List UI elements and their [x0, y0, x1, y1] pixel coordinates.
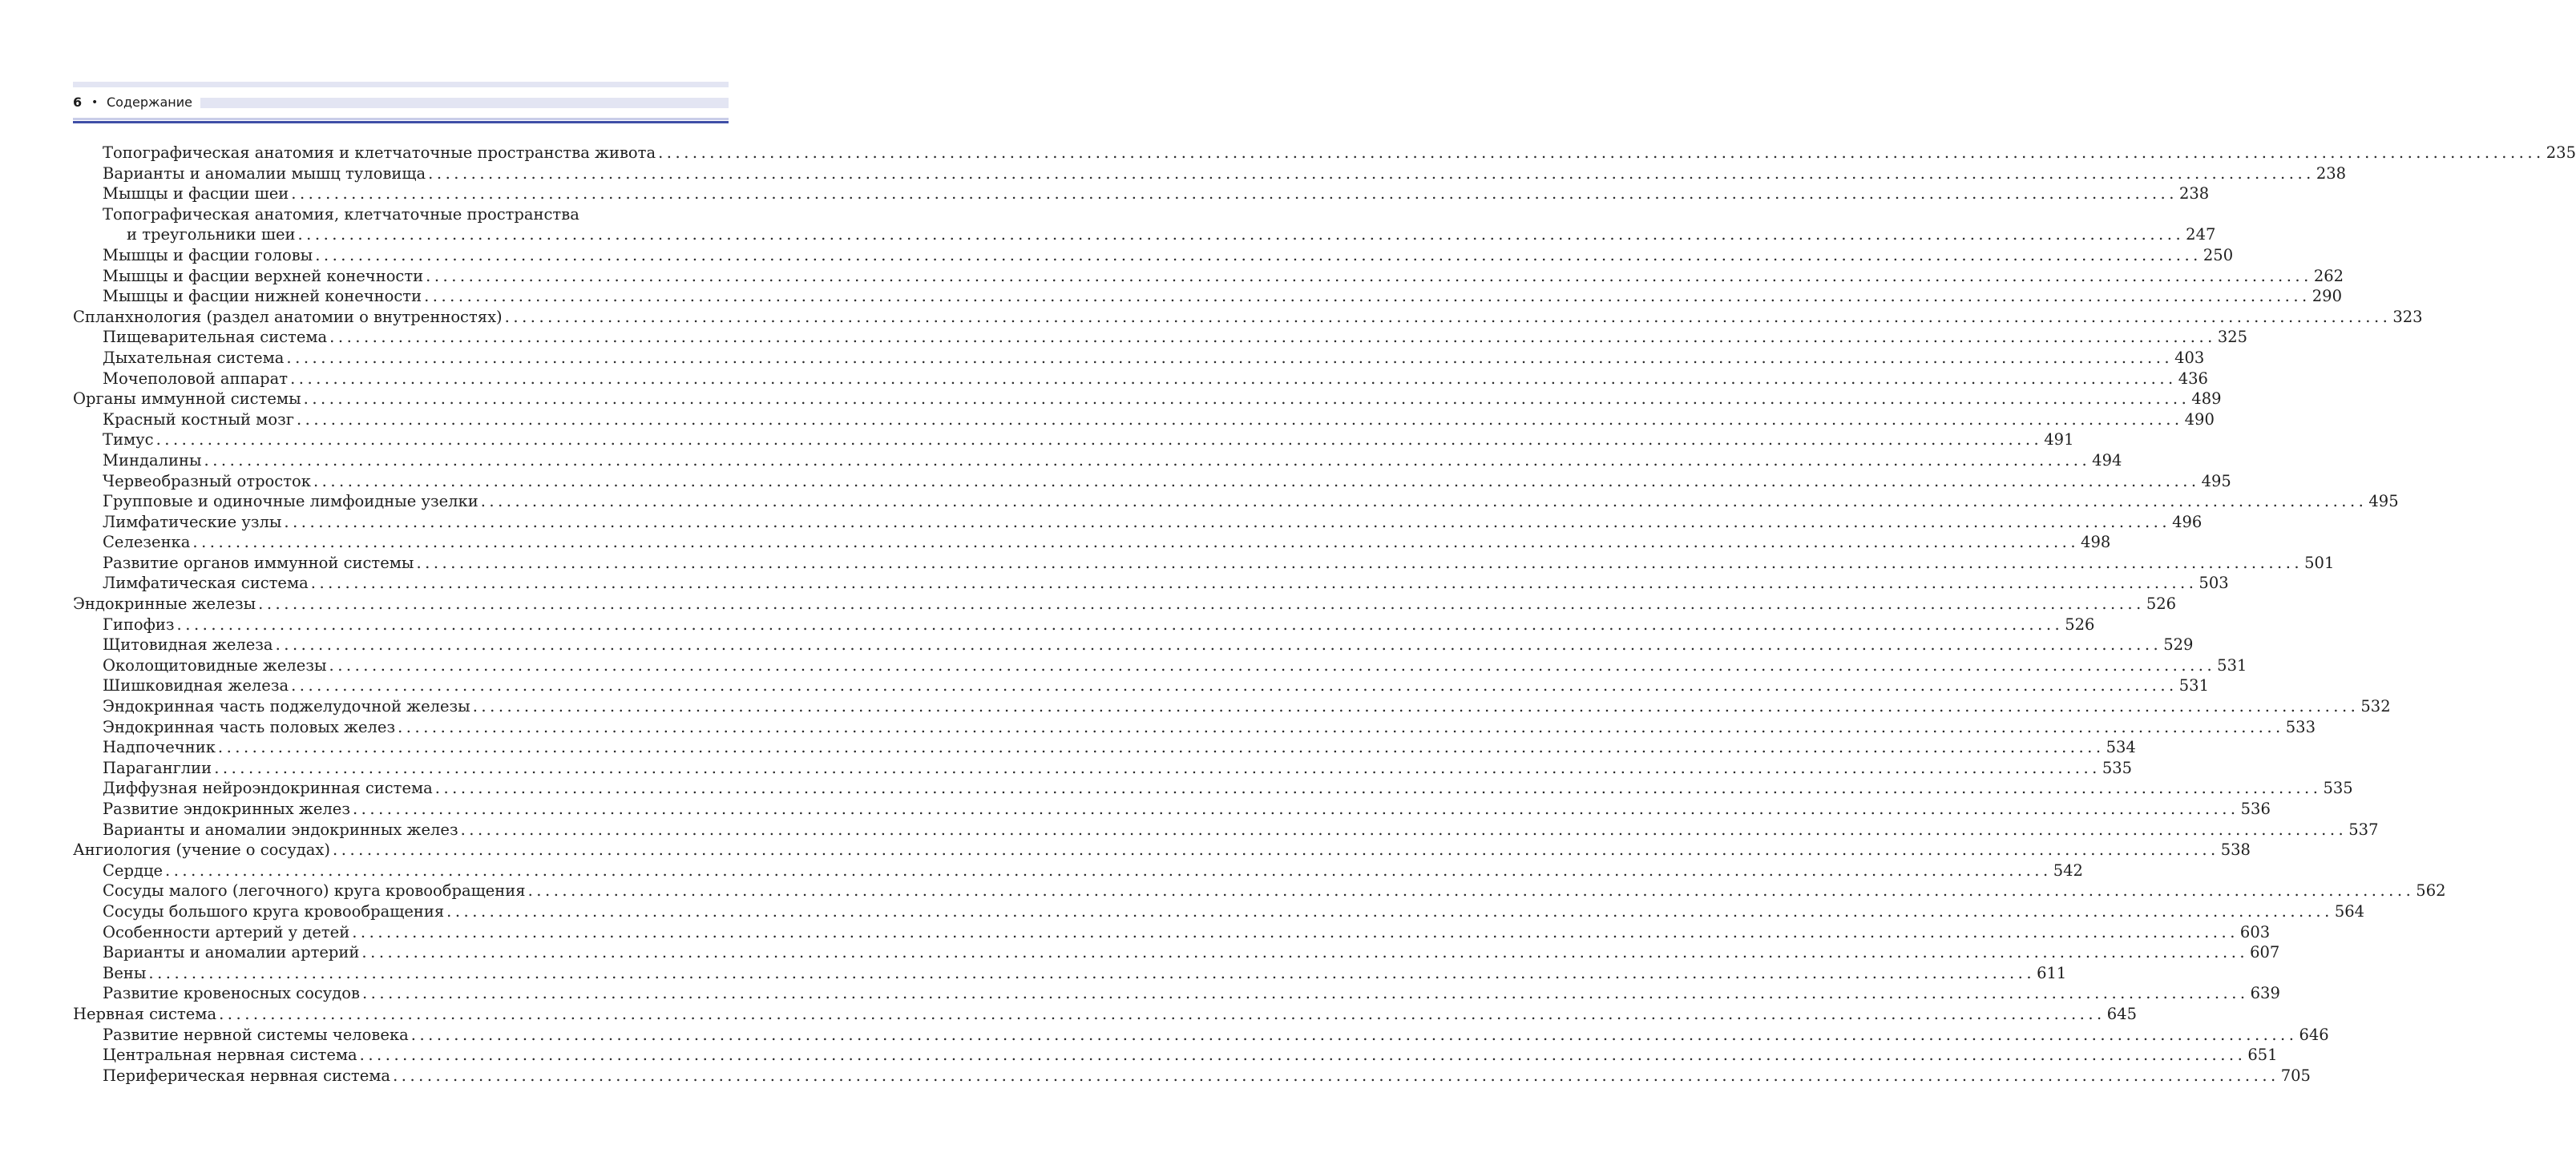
- toc-entry: [103, 861, 2083, 881]
- page-number: 6: [73, 95, 83, 110]
- toc-entry-page: 538: [2220, 840, 2251, 860]
- table-of-contents: [73, 143, 2576, 1086]
- dot-leader: ............................................................................................................................................................................................................................: [291, 676, 2178, 695]
- toc-entry: [103, 758, 2133, 779]
- toc-entry-title: Развитие нервной системы человека: [103, 1025, 409, 1044]
- dot-leader: ............................................................................................................................................................................................................................: [428, 163, 2315, 183]
- toc-entry: [103, 183, 2210, 204]
- toc-entry-page: 607: [2250, 943, 2280, 962]
- toc-entry-title: Пищеварительная система: [103, 328, 328, 347]
- toc-entry-page: 496: [2172, 512, 2203, 531]
- toc-entry: [103, 245, 2234, 266]
- toc-entry: [103, 983, 2280, 1004]
- toc-entry-title: Мышцы и фасции шеи: [103, 184, 289, 204]
- toc-entry-page: 325: [2217, 328, 2248, 347]
- toc-entry: [103, 1045, 2278, 1066]
- dot-leader: ............................................................................................................................................................................................................................: [217, 738, 2105, 757]
- toc-entry: [103, 491, 2399, 512]
- toc-entry-page: 262: [2313, 266, 2344, 285]
- dot-leader: ............................................................................................................................................................................................................................: [204, 450, 2091, 470]
- dot-leader: ............................................................................................................................................................................................................................: [460, 820, 2348, 839]
- toc-entry: [103, 573, 2229, 594]
- dot-leader: ............................................................................................................................................................................................................................: [258, 595, 2145, 614]
- toc-entry-page: 535: [2323, 779, 2353, 798]
- toc-entry: [103, 163, 2347, 184]
- dot-leader: ............................................................................................................................................................................................................................: [410, 1025, 2298, 1044]
- toc-entry-title: Периферическая нервная система: [103, 1066, 391, 1085]
- dot-leader: ............................................................................................................................................................................................................................: [291, 184, 2178, 204]
- section-title: Содержание: [107, 95, 192, 110]
- toc-entry-page: 535: [2102, 758, 2133, 777]
- toc-entry-title: Эндокринная часть половых желез: [103, 717, 396, 736]
- toc-entry-title: Развитие кровеносных сосудов: [103, 984, 360, 1003]
- toc-entry: [103, 553, 2335, 574]
- dot-leader: ............................................................................................................................................................................................................................: [148, 963, 2036, 982]
- dot-leader: ............................................................................................................................................................................................................................: [275, 635, 2162, 655]
- dot-leader: ............................................................................................................................................................................................................................: [219, 1004, 2106, 1023]
- toc-entry-page: 247: [2186, 225, 2216, 244]
- toc-entry: [127, 224, 2216, 245]
- toc-entry: [103, 450, 2122, 471]
- toc-entry-title: Центральная нервная система: [103, 1046, 357, 1065]
- toc-entry-title: Лимфатическая система: [103, 574, 309, 593]
- toc-entry: [103, 532, 2111, 553]
- dot-leader: ............................................................................................................................................................................................................................: [527, 881, 2415, 901]
- toc-entry: [103, 286, 2342, 307]
- toc-entry-page: 490: [2184, 409, 2215, 429]
- dot-leader: ............................................................................................................................................................................................................................: [192, 533, 2080, 552]
- dot-leader: ............................................................................................................................................................................................................................: [426, 266, 2312, 285]
- toc-entry-page: 531: [2178, 676, 2209, 695]
- toc-entry-title: Мышцы и фасции верхней конечности: [103, 266, 424, 285]
- toc-entry-page: 250: [2203, 245, 2234, 264]
- dot-leader: ............................................................................................................................................................................................................................: [214, 758, 2101, 777]
- toc-entry-page: 526: [2146, 595, 2177, 614]
- toc-entry-page: 526: [2065, 615, 2095, 634]
- toc-entry: [103, 655, 2247, 676]
- toc-entry-title: Мышцы и фасции нижней конечности: [103, 287, 422, 306]
- toc-entry-title: Гипофиз: [103, 615, 175, 634]
- dot-leader: ............................................................................................................................................................................................................................: [303, 389, 2190, 409]
- toc-entry: [103, 429, 2074, 450]
- toc-entry-page: 531: [2217, 655, 2247, 675]
- dot-leader: ............................................................................................................................................................................................................................: [310, 574, 2198, 593]
- toc-entry-page: 503: [2198, 574, 2229, 593]
- toc-entry-title: Мышцы и фасции головы: [103, 245, 313, 264]
- toc-entry: [103, 696, 2391, 717]
- toc-entry-title: Сосуды большого круга кровообращения: [103, 901, 445, 921]
- toc-entry-page: 491: [2044, 430, 2074, 449]
- dot-leader: ............................................................................................................................................................................................................................: [361, 984, 2249, 1003]
- dot-leader: ............................................................................................................................................................................................................................: [165, 861, 2052, 880]
- toc-entry-page: 436: [2178, 369, 2208, 388]
- dot-leader: ............................................................................................................................................................................................................................: [434, 779, 2322, 798]
- dot-leader: ............................................................................................................................................................................................................................: [480, 492, 2368, 511]
- toc-entry-page: 645: [2106, 1004, 2137, 1023]
- toc-entry-title: Миндалины: [103, 450, 202, 470]
- toc-entry-page: 495: [2368, 492, 2399, 511]
- toc-entry: [73, 1004, 2137, 1025]
- dot-leader: ............................................................................................................................................................................................................................: [446, 901, 2333, 921]
- toc-entry-page: 238: [2316, 163, 2347, 183]
- toc-entry-title: Развитие эндокринных желез: [103, 800, 350, 818]
- toc-entry-title: Развитие органов иммунной системы: [103, 553, 414, 572]
- toc-entry-title: Особенности артерий у детей: [103, 922, 350, 941]
- toc-entry-page: 651: [2247, 1046, 2278, 1065]
- toc-entry-page: 646: [2299, 1025, 2329, 1044]
- toc-entry-page: 532: [2360, 697, 2391, 716]
- toc-entry: [103, 369, 2208, 389]
- toc-entry: [73, 389, 2222, 409]
- toc-entry-page: 529: [2163, 635, 2194, 655]
- dot-leader: ............................................................................................................................................................................................................................: [296, 409, 2183, 429]
- toc-entry: [103, 901, 2365, 922]
- toc-entry: [103, 881, 2446, 901]
- header-bullet: •: [91, 96, 99, 109]
- toc-entry-page: 562: [2416, 881, 2446, 901]
- dot-leader: ............................................................................................................................................................................................................................: [361, 943, 2249, 962]
- toc-entry: [103, 717, 2316, 738]
- toc-entry-page: 238: [2178, 184, 2210, 204]
- toc-entry-title: Селезенка: [103, 533, 191, 552]
- toc-entry: [73, 840, 2251, 861]
- toc-entry-page: 639: [2250, 984, 2280, 1003]
- toc-entry: [103, 820, 2379, 840]
- toc-entry: [103, 266, 2344, 287]
- toc-entry-title: Топографическая анатомия и клетчаточные пространства живота: [103, 143, 656, 162]
- toc-entry: [103, 922, 2271, 943]
- dot-leader: ............................................................................................................................................................................................................................: [393, 1066, 2279, 1085]
- toc-entry: [103, 512, 2203, 533]
- dot-leader: ............................................................................................................................................................................................................................: [155, 430, 2043, 449]
- toc-entry-title: Спланхнология (раздел анатомии о внутренностях): [73, 307, 503, 326]
- toc-entry: [103, 471, 2231, 492]
- dot-leader: ............................................................................................................................................................................................................................: [333, 840, 2219, 860]
- dot-leader: ............................................................................................................................................................................................................................: [424, 287, 2311, 306]
- toc-entry: [103, 942, 2280, 963]
- dot-leader: ............................................................................................................................................................................................................................: [472, 697, 2360, 716]
- toc-entry-title: Червеобразный отросток: [103, 471, 311, 490]
- toc-entry-title: Нервная система: [73, 1004, 217, 1023]
- toc-entry-title: Околощитовидные железы: [103, 655, 327, 675]
- toc-entry-title: Дыхательная система: [103, 348, 285, 367]
- toc-entry-page: 495: [2201, 471, 2231, 490]
- header-rule-light: [73, 118, 729, 120]
- toc-entry-title: Вены: [103, 963, 147, 982]
- dot-leader: ............................................................................................................................................................................................................................: [416, 553, 2303, 572]
- toc-entry: [103, 1025, 2329, 1046]
- toc-entry-title: Красный костный мозг: [103, 409, 294, 429]
- toc-entry-title: Тимус: [103, 430, 154, 449]
- toc-entry-page: 498: [2081, 533, 2111, 552]
- dot-leader: ............................................................................................................................................................................................................................: [352, 922, 2239, 941]
- dot-leader: ............................................................................................................................................................................................................................: [329, 328, 2216, 347]
- dot-leader: ............................................................................................................................................................................................................................: [297, 225, 2185, 244]
- toc-entry-page: 603: [2239, 922, 2271, 941]
- toc-entry-page: 494: [2092, 450, 2122, 470]
- toc-entry-page: 705: [2280, 1066, 2311, 1085]
- toc-entry: [73, 307, 2423, 328]
- toc-entry: [103, 327, 2248, 348]
- toc-entry-title: Сосуды малого (легочного) круга кровообращения: [103, 881, 526, 901]
- toc-entry: [103, 963, 2067, 984]
- toc-entry-title: Мочеполовой аппарат: [103, 369, 289, 388]
- toc-entry-title: Щитовидная железа: [103, 635, 273, 655]
- dot-leader: ............................................................................................................................................................................................................................: [352, 800, 2239, 818]
- header-rule-dark: [73, 121, 729, 123]
- toc-entry-title: и треугольники шеи: [127, 225, 296, 244]
- toc-entry: [103, 778, 2353, 799]
- header-right-band: [200, 98, 729, 108]
- toc-entry: [103, 348, 2205, 369]
- toc-entry-page: 501: [2304, 553, 2335, 572]
- toc-entry-title: Ангиология (учение о сосудах): [73, 840, 331, 860]
- toc-entry-page: 611: [2037, 963, 2067, 982]
- dot-leader: ............................................................................................................................................................................................................................: [658, 143, 2545, 162]
- toc-entry-page: 542: [2053, 861, 2083, 880]
- dot-leader: ............................................................................................................................................................................................................................: [398, 717, 2284, 736]
- dot-leader: ............................................................................................................................................................................................................................: [359, 1046, 2247, 1065]
- toc-entry: [103, 615, 2095, 635]
- toc-entry-title: Органы иммунной системы: [73, 389, 301, 409]
- toc-entry: [103, 799, 2271, 820]
- toc-entry-page: 536: [2240, 800, 2271, 818]
- toc-entry-title: Эндокринные железы: [73, 595, 256, 614]
- toc-entry-title: Лимфатические узлы: [103, 512, 282, 531]
- toc-entry-title: Диффузная нейроэндокринная система: [103, 779, 433, 798]
- toc-entry-page: 323: [2392, 307, 2423, 326]
- dot-leader: ............................................................................................................................................................................................................................: [315, 245, 2202, 264]
- toc-entry-title: Топографическая анатомия, клетчаточные пространства: [103, 204, 579, 224]
- toc-entry-title: Сердце: [103, 861, 164, 880]
- dot-leader: ............................................................................................................................................................................................................................: [290, 369, 2177, 388]
- dot-leader: ............................................................................................................................................................................................................................: [176, 615, 2064, 634]
- toc-entry-page: 290: [2312, 287, 2342, 306]
- toc-entry: [103, 737, 2136, 758]
- header-top-band: [73, 82, 729, 87]
- toc-entry-page: 564: [2334, 901, 2365, 921]
- toc-entry-title: Надпочечник: [103, 738, 216, 757]
- toc-entry-page: 489: [2191, 389, 2222, 409]
- toc-entry-page: 537: [2348, 820, 2379, 839]
- toc-entry: [103, 409, 2215, 430]
- toc-entry-title: Групповые и одиночные лимфоидные узелки: [103, 492, 478, 511]
- toc-entry-page: 534: [2106, 738, 2136, 757]
- dot-leader: ............................................................................................................................................................................................................................: [284, 512, 2171, 531]
- toc-entry: [103, 143, 2576, 163]
- toc-entry: [103, 635, 2194, 655]
- toc-entry: [103, 1066, 2311, 1086]
- toc-entry: [73, 594, 2177, 615]
- toc-entry-title: Варианты и аномалии эндокринных желез: [103, 820, 458, 839]
- dot-leader: ............................................................................................................................................................................................................................: [504, 307, 2392, 326]
- toc-entry-page: 533: [2285, 717, 2316, 736]
- toc-entry-page: 403: [2174, 348, 2205, 367]
- toc-entry-title: Варианты и аномалии мышц туловища: [103, 163, 426, 183]
- dot-leader: ............................................................................................................................................................................................................................: [313, 471, 2200, 490]
- toc-entry-title: Шишковидная железа: [103, 676, 289, 695]
- toc-entry-title: Параганглии: [103, 758, 212, 777]
- toc-entry-title: Эндокринная часть поджелудочной железы: [103, 697, 470, 716]
- toc-entry: [103, 204, 729, 225]
- toc-entry: [103, 675, 2209, 696]
- dot-leader: ............................................................................................................................................................................................................................: [329, 655, 2216, 675]
- toc-entry-title: Варианты и аномалии артерий: [103, 943, 360, 962]
- toc-entry-page: 235: [2546, 143, 2576, 162]
- dot-leader: ............................................................................................................................................................................................................................: [286, 348, 2174, 367]
